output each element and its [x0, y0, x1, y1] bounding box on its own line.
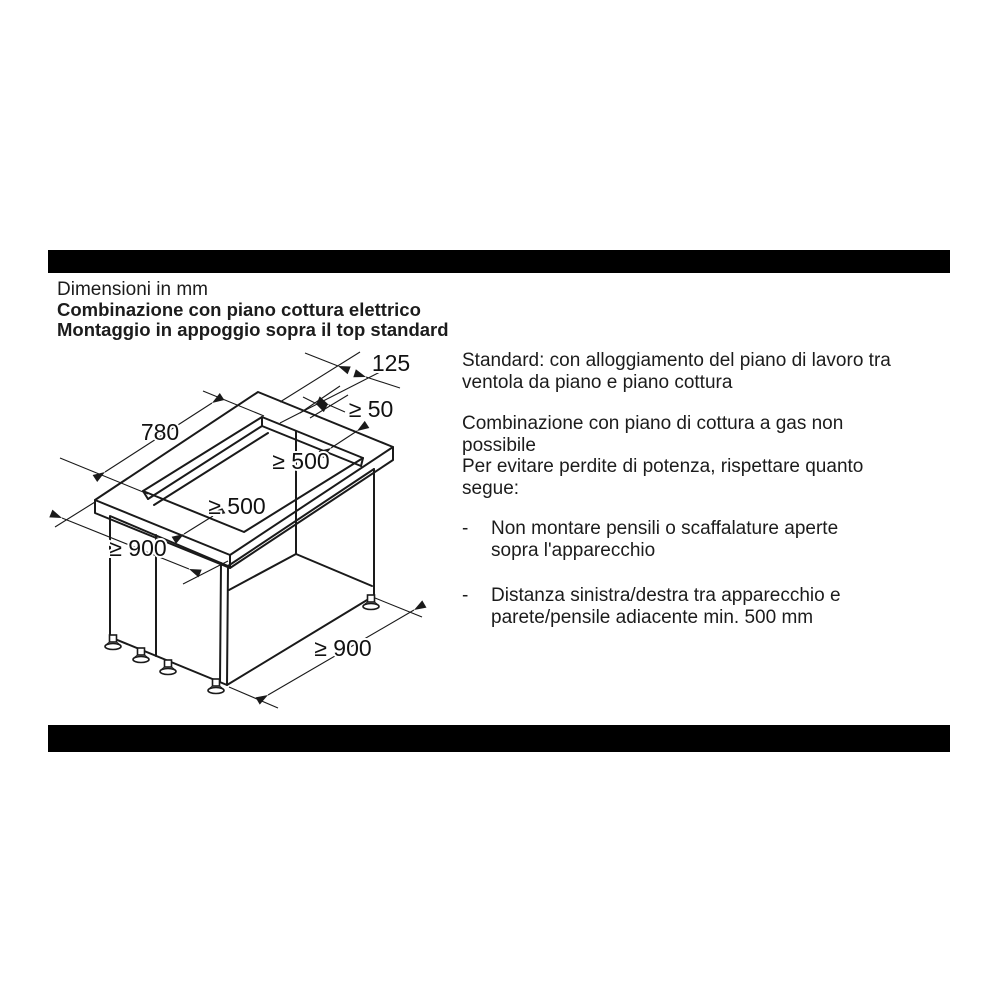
- bullet-item-pensili: [462, 518, 838, 561]
- dim-label-50: ≥ 50: [348, 396, 394, 422]
- text-line: Per evitare perdite di potenza, rispettare quanto: [462, 456, 864, 478]
- foot: [363, 595, 379, 610]
- bullet-item-distanza: [462, 585, 841, 628]
- foot: [105, 635, 121, 650]
- foot: [133, 648, 149, 663]
- dim-label-900-left: ≥ 900: [109, 535, 167, 561]
- text-line: Combinazione con piano di cottura a gas non: [462, 413, 844, 434]
- text-line: Non montare pensili o scaffalature aperte: [491, 518, 839, 539]
- bullet-marker: -: [462, 585, 469, 606]
- page-title-line2: Montaggio in appoggio sopra il top standard: [57, 319, 449, 340]
- text-line: possibile: [462, 434, 536, 456]
- text-line: Distanza sinistra/destra tra apparecchio e: [491, 585, 841, 606]
- text-line: Standard: con alloggiamento del piano di lavoro tra: [462, 350, 891, 371]
- paragraph-standard: [462, 350, 891, 393]
- page-title-line1: Combinazione con piano cottura elettrico: [57, 299, 421, 320]
- text-line: segue:: [462, 478, 520, 500]
- dimensions-note: Dimensioni in mm: [57, 279, 208, 300]
- dim-label-500-lower: ≥ 500: [208, 493, 266, 519]
- dimension-900-bottom: [229, 598, 422, 708]
- foot: [208, 679, 224, 694]
- dim-label-125: 125: [371, 350, 411, 376]
- paragraph-combination: [462, 413, 863, 500]
- bullet-text: [491, 518, 838, 561]
- dimension-50: [300, 386, 393, 422]
- bullet-text: [491, 585, 841, 628]
- bullet-marker: -: [462, 518, 469, 539]
- text-line: sopra l'apparecchio: [491, 539, 656, 561]
- bottom-divider-bar: [48, 725, 950, 752]
- text-line: parete/pensile adiacente min. 500 mm: [491, 606, 814, 628]
- dim-label-500-upper: ≥ 500: [272, 448, 330, 474]
- text-line: ventola da piano e piano cottura: [462, 371, 733, 393]
- dim-label-900-bottom: ≥ 900: [314, 635, 372, 661]
- dim-label-780: 780: [140, 419, 180, 445]
